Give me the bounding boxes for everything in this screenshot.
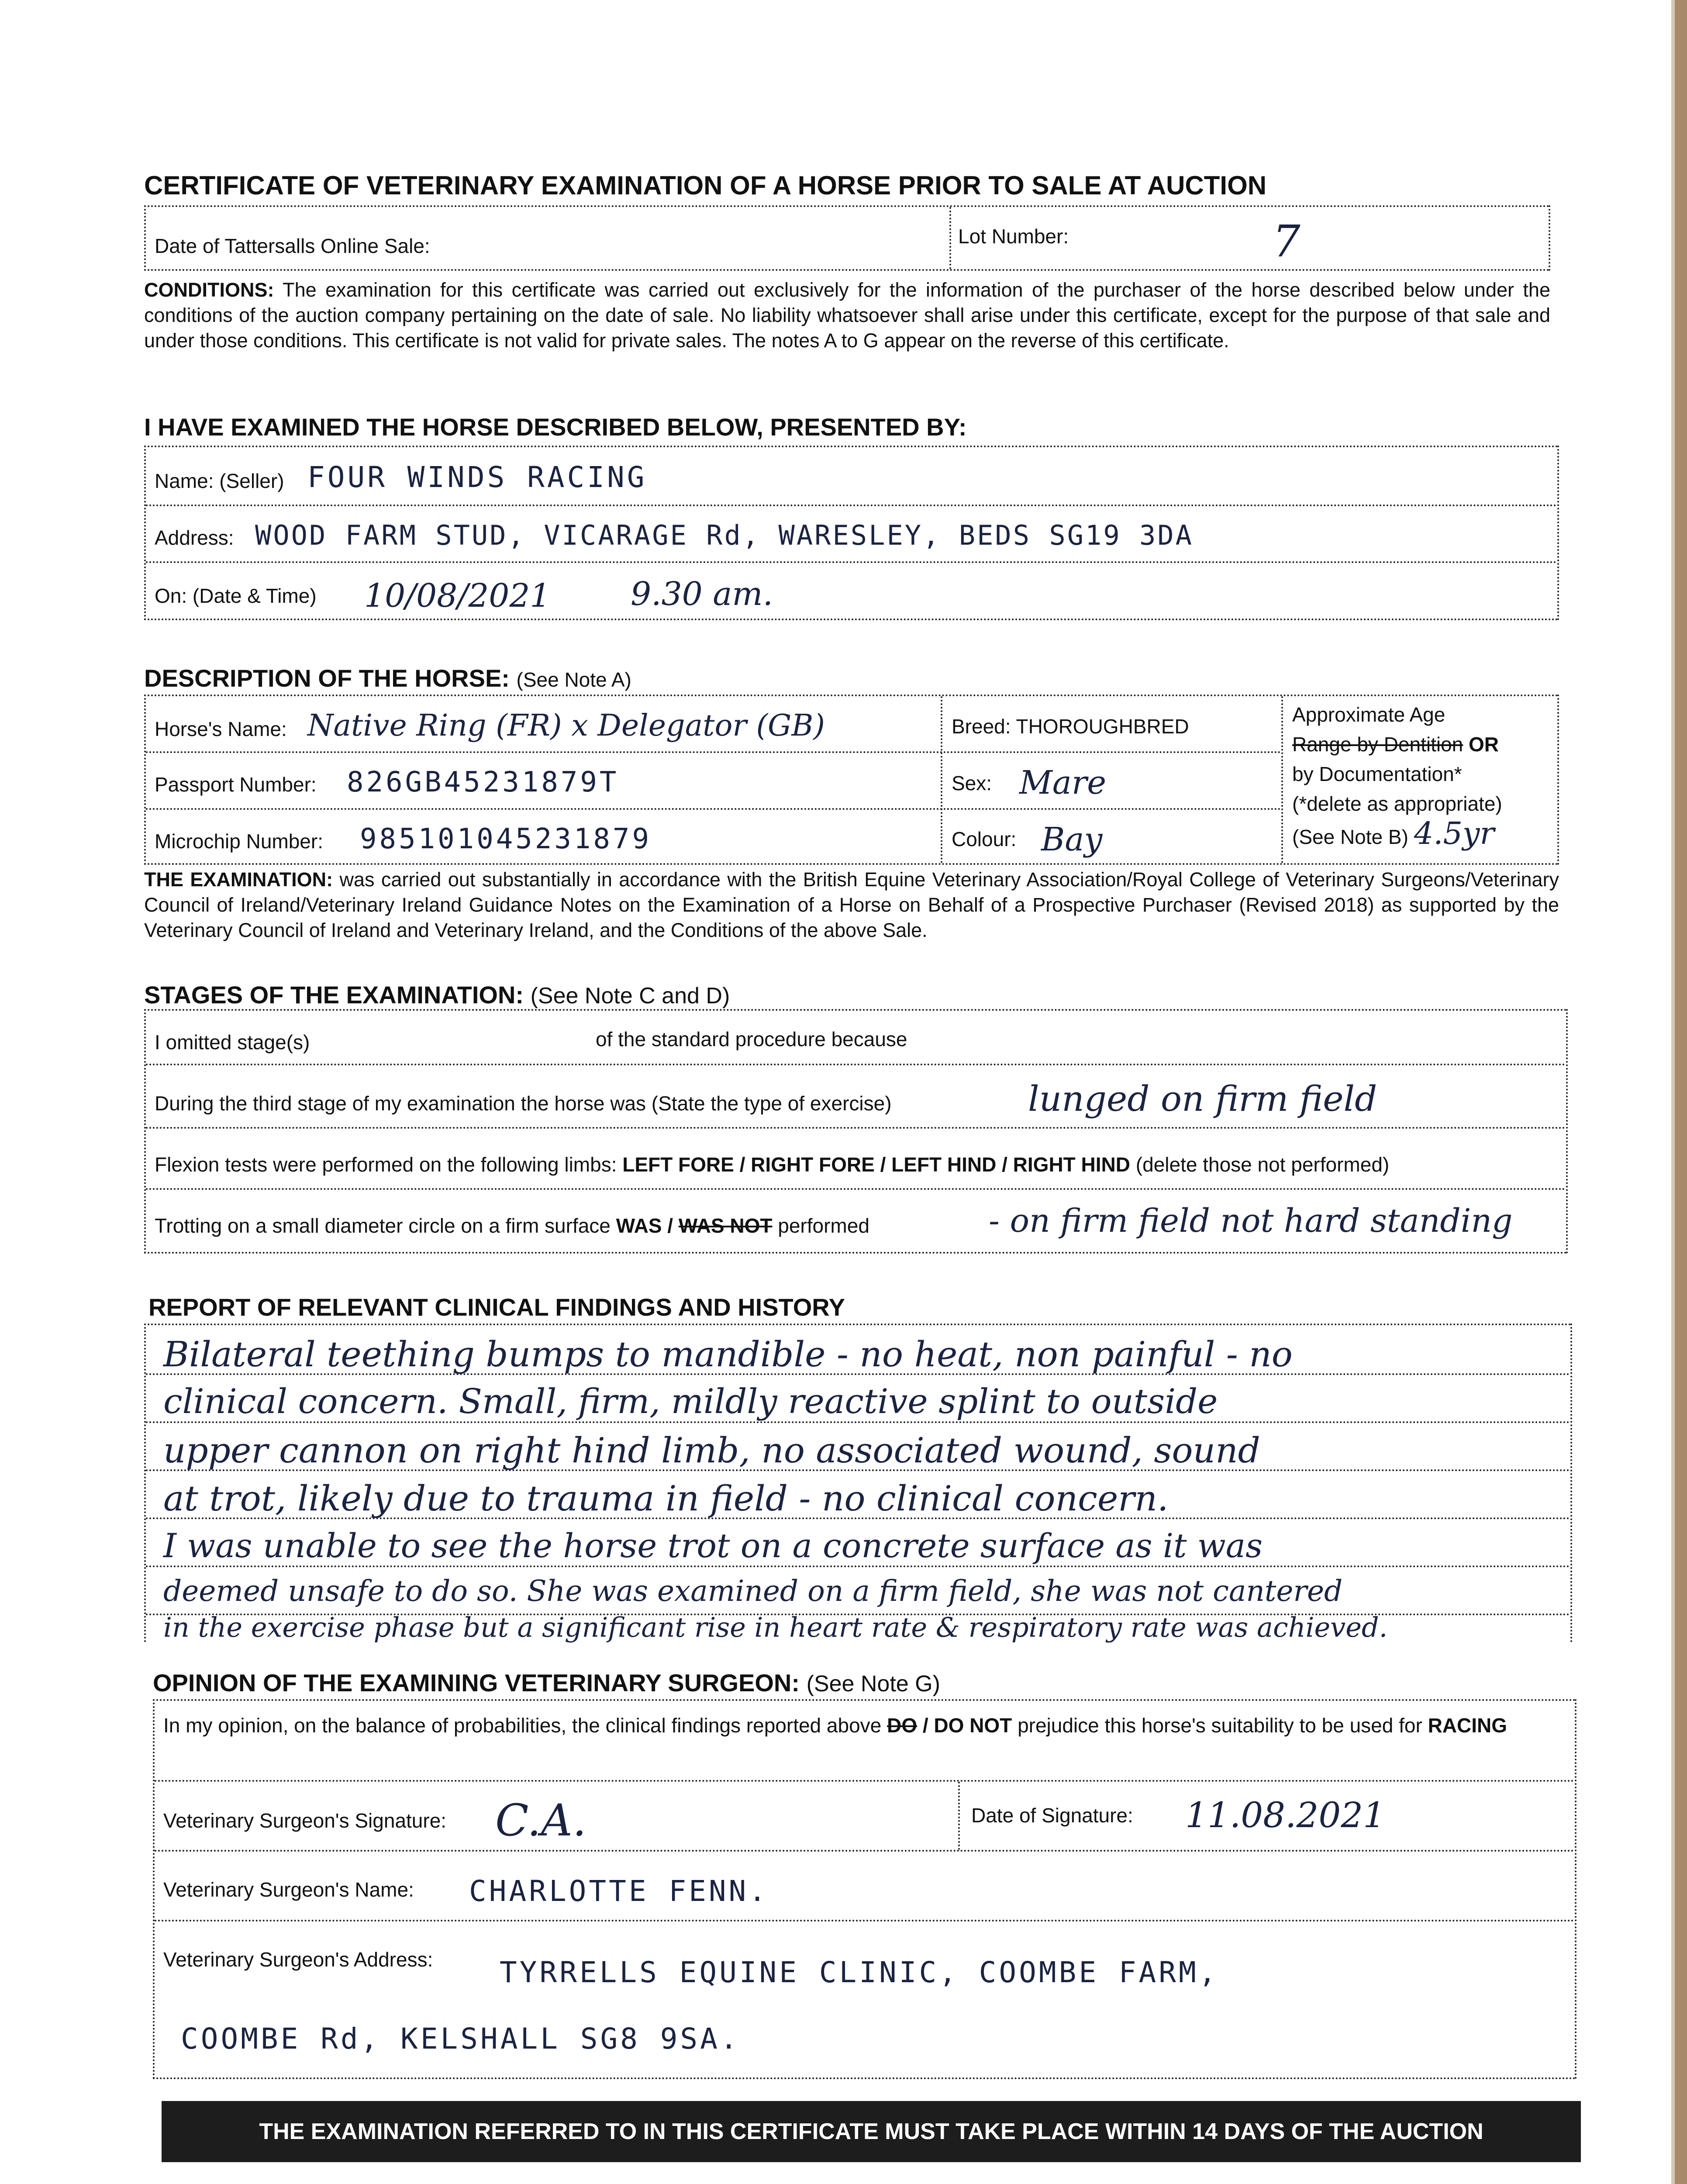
paper-edge-shadow <box>1671 0 1675 2184</box>
surgeon-name-label: Veterinary Surgeon's Name: <box>163 1878 414 1901</box>
sex-label: Sex: <box>952 772 992 795</box>
age-line-2 <box>1292 729 1502 759</box>
description-heading-text: DESCRIPTION OF THE HORSE: <box>144 664 510 692</box>
report-rule-5 <box>146 1565 1570 1567</box>
signature-label: Veterinary Surgeon's Signature: <box>163 1809 447 1832</box>
horse-name-row <box>146 696 1281 753</box>
report-line: clinical concern. Small, firm, mildly reactive splint to outside <box>163 1382 1218 1421</box>
description-note: (See Note A) <box>516 668 631 691</box>
sale-date-label: Date of Tattersalls Online Sale: <box>155 235 430 257</box>
opinion-heading-text: OPINION OF THE EXAMINING VETERINARY SURGEON: <box>153 1669 800 1697</box>
presented-on-row <box>146 563 1557 620</box>
stages-note: (See Note C and D) <box>530 983 730 1009</box>
seller-name-row <box>146 447 1557 506</box>
lot-number-label: Lot Number: <box>958 225 1069 248</box>
horse-name-value: Native Ring (FR) x Delegator (GB) <box>307 708 825 743</box>
report-line: in the exercise phase but a significant rise in heart rate & respiratory rate was achieved. <box>163 1611 1388 1643</box>
omitted-row <box>146 1011 1566 1065</box>
signature-value: C.A. <box>495 1795 586 1846</box>
age-line-1: Approximate Age <box>1292 703 1446 726</box>
third-stage-label: During the third stage of my examination the horse was (State the type of exercise) <box>155 1092 892 1115</box>
report-line: at trot, likely due to trauma in field - no clinical concern. <box>163 1478 1169 1519</box>
trot-post: performed <box>778 1214 869 1237</box>
flexion-pre: Flexion tests were performed on the following limbs: <box>155 1153 617 1176</box>
signature-date-label: Date of Signature: <box>971 1804 1133 1827</box>
omitted-because: of the standard procedure because <box>596 1028 907 1051</box>
colour-value: Bay <box>1041 821 1103 858</box>
certificate-title: CERTIFICATE OF VETERINARY EXAMINATION OF A HORSE PRIOR TO SALE AT AUCTION <box>144 171 1267 200</box>
flexion-row <box>146 1129 1566 1190</box>
omitted-label: I omitted stage(s) <box>155 1031 310 1054</box>
description-heading <box>144 664 631 692</box>
age-range-by-dentition: Range by Dentition <box>1292 733 1463 756</box>
report-rule-2 <box>146 1421 1570 1423</box>
seller-address-label: Address: <box>155 526 234 549</box>
passport-label: Passport Number: <box>155 773 317 796</box>
signature-row <box>155 1782 1575 1852</box>
colour-label: Colour: <box>952 828 1017 850</box>
lot-number-value: 7 <box>1273 216 1301 267</box>
conditions-paragraph <box>144 277 1550 353</box>
third-stage-value: lunged on firm field <box>1028 1078 1377 1119</box>
opinion-do: DO <box>887 1714 918 1737</box>
trot-text <box>155 1214 869 1237</box>
examination-text: was carried out substantially in accordance with the British Equine Veterinary Association/Royal College of Veterinary Surgeons/Veterinary Council of Ireland/Veterinary Ireland Guidance Notes on the Examination of a Horse on Behalf of a Prospective Purchaser (Revised 2018) as supported by the Veterinary Council of Ireland and Veterinary Ireland, and the Conditions of the above Sale. <box>144 868 1559 941</box>
trot-was: WAS / <box>616 1214 673 1237</box>
surgeon-address-row <box>155 1921 1575 2079</box>
report-line: I was unable to see the horse trot on a concrete surface as it was <box>163 1526 1263 1565</box>
examination-paragraph <box>144 867 1559 943</box>
report-line: Bilateral teething bumps to mandible - no heat, non painful - no <box>163 1334 1293 1375</box>
breed-value: THOROUGHBRED <box>1016 715 1189 738</box>
presented-box <box>144 446 1559 620</box>
examination-heading: THE EXAMINATION: <box>144 868 333 891</box>
microchip-row <box>146 810 1281 865</box>
opinion-text-post: prejudice this horse's suitability to be used for <box>1018 1714 1422 1737</box>
flexion-text <box>155 1153 1389 1176</box>
passport-row <box>146 753 1281 810</box>
microchip-value: 985101045231879 <box>360 823 652 855</box>
trot-row <box>146 1190 1566 1254</box>
sex-value: Mare <box>1019 764 1107 802</box>
surgeon-address-line-1: TYRRELLS EQUINE CLINIC, COOMBE FARM, <box>500 1956 1219 1989</box>
seller-address-row <box>146 506 1557 563</box>
opinion-heading <box>153 1669 940 1697</box>
presented-on-label: On: (Date & Time) <box>155 584 317 607</box>
flexion-post: (delete those not performed) <box>1135 1153 1390 1176</box>
signature-divider <box>958 1782 960 1850</box>
age-line-3: by Documentation* <box>1292 763 1462 785</box>
surgeon-name-row <box>155 1852 1575 1921</box>
age-or: OR <box>1469 733 1499 756</box>
opinion-note: (See Note G) <box>806 1671 940 1697</box>
presented-time-value: 9.30 am. <box>631 575 773 613</box>
footer-banner: THE EXAMINATION REFERRED TO IN THIS CERTIFICATE MUST TAKE PLACE WITHIN 14 DAYS OF THE AUCTION <box>162 2101 1581 2162</box>
horse-name-label: Horse's Name: <box>155 718 287 740</box>
microchip-label: Microchip Number: <box>155 830 323 853</box>
stages-box <box>144 1009 1568 1254</box>
trot-pre: Trotting on a small diameter circle on a firm surface <box>155 1214 611 1237</box>
age-line-5 <box>1292 816 1502 852</box>
presented-date-value: 10/08/2021 <box>364 577 551 615</box>
report-box <box>144 1324 1572 1642</box>
flexion-limbs: LEFT FORE / RIGHT FORE / LEFT HIND / RIGHT HIND <box>622 1153 1131 1176</box>
report-heading: REPORT OF RELEVANT CLINICAL FINDINGS AND HISTORY <box>148 1293 845 1321</box>
stages-heading <box>144 981 730 1009</box>
trot-was-not: WAS NOT <box>678 1214 773 1237</box>
sale-divider <box>949 207 951 269</box>
seller-address-value: WOOD FARM STUD, VICARAGE Rd, WARESLEY, BEDS SG19 3DA <box>255 519 1194 551</box>
age-block <box>1292 700 1502 852</box>
stages-heading-text: STAGES OF THE EXAMINATION: <box>144 981 524 1009</box>
conditions-text: The examination for this certificate was carried out exclusively for the information of the purchaser of the horse described below under the conditions of the auction company pertaining on the date of sale. No liability whatsoever shall arise under this certificate, except for the purpose of that sale and under those conditions. This certificate is not valid for private sales. The notes A to G appear on the reverse of this certificate. <box>144 279 1550 352</box>
description-divider-2 <box>1281 696 1283 863</box>
signature-date-value: 11.08.2021 <box>1185 1795 1386 1835</box>
seller-name-value: FOUR WINDS RACING <box>307 460 647 494</box>
trot-value: - on firm field not hard standing <box>989 1202 1513 1240</box>
breed-label <box>952 715 1189 738</box>
age-line-4: (*delete as appropriate) <box>1292 792 1502 815</box>
breed-label-text: Breed: <box>952 715 1011 738</box>
age-value: 4.5yr <box>1414 816 1495 851</box>
presented-heading: I HAVE EXAMINED THE HORSE DESCRIBED BELOW, PRESENTED BY: <box>144 413 967 441</box>
opinion-statement <box>163 1711 1561 1739</box>
passport-value: 826GB45231879T <box>347 766 619 798</box>
surgeon-address-line-2: COOMBE Rd, KELSHALL SG8 9SA. <box>181 2022 740 2056</box>
seller-name-label: Name: (Seller) <box>155 470 284 492</box>
paper-edge <box>1675 0 1687 2184</box>
age-see-note: (See Note B) <box>1292 826 1408 848</box>
surgeon-name-value: CHARLOTTE FENN. <box>469 1874 769 1908</box>
opinion-do-not: / DO NOT <box>922 1714 1012 1737</box>
horse-description-box <box>144 695 1559 865</box>
report-line: upper cannon on right hind limb, no associated wound, sound <box>163 1430 1260 1471</box>
surgeon-address-label: Veterinary Surgeon's Address: <box>163 1948 433 1971</box>
sale-box <box>144 205 1550 271</box>
opinion-statement-row <box>155 1701 1575 1782</box>
report-line: deemed unsafe to do so. She was examined on a firm field, she was not cantered <box>163 1574 1343 1608</box>
opinion-box <box>153 1699 1577 2079</box>
conditions-heading: CONDITIONS: <box>144 279 274 301</box>
opinion-text-pre: In my opinion, on the balance of probabilities, the clinical findings reported above <box>163 1714 882 1737</box>
opinion-use: RACING <box>1428 1714 1508 1737</box>
third-stage-row <box>146 1065 1566 1129</box>
